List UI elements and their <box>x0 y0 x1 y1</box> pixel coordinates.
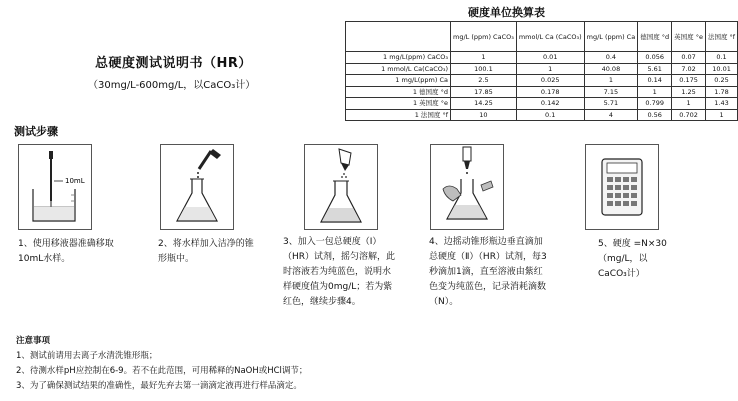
notes-section <box>16 334 307 394</box>
table-cell: 7.02 <box>672 63 706 75</box>
table-row-label: 1 mg/L(ppm) CaCO₃ <box>346 52 451 64</box>
table-cell: 1 <box>638 86 672 98</box>
step4-illustration <box>430 144 504 230</box>
table-cell: 4 <box>584 109 638 121</box>
table-row-label: 1 德国度 °d <box>346 86 451 98</box>
table-cell: 0.1 <box>705 52 737 64</box>
step5-illustration <box>585 144 659 230</box>
table-corner-cell <box>346 22 451 52</box>
table-cell: 0.178 <box>516 86 584 98</box>
table-cell: 40.08 <box>584 63 638 75</box>
step1-illustration <box>18 144 92 230</box>
table-cell: 0.07 <box>672 52 706 64</box>
table-row-label: 1 英国度 °e <box>346 98 451 110</box>
table-row <box>346 98 738 110</box>
note-item: 2、待测水样pH应控制在6-9。若不在此范围，可用稀释的NaOH或HCl调节； <box>16 366 308 376</box>
step4-text: 4、边摇动锥形瓶边垂直滴加总硬度（Ⅱ）（HR）试剂，每3秒滴加1滴，直至溶液由紫红色变为纯蓝色，记录消耗滴数（N）。 <box>429 237 547 307</box>
table-cell: 0.56 <box>638 109 672 121</box>
step2-illustration <box>160 144 234 230</box>
table-cell: 1.43 <box>705 98 737 110</box>
table-cell: 1 <box>672 98 706 110</box>
table-cell: 0.25 <box>705 75 737 87</box>
table-cell: 1.25 <box>672 86 706 98</box>
table-cell: 0.142 <box>516 98 584 110</box>
step3-illustration <box>304 144 378 230</box>
table-col-header: 英国度 °e <box>672 22 706 52</box>
step2-text: 2、将水样加入洁净的锥形瓶中。 <box>158 239 254 264</box>
table-cell: 0.1 <box>516 109 584 121</box>
table-col-header: mmol/L Ca (CaCO₃) <box>516 22 584 52</box>
table-col-header: 德国度 °d <box>638 22 672 52</box>
table-row <box>346 86 738 98</box>
table-cell: 10 <box>451 109 517 121</box>
conversion-table-title: 硬度单位换算表 <box>468 6 545 19</box>
steps-heading: 测试步骤 <box>14 125 58 138</box>
step1-text: 1、使用移液器准确移取10mL水样。 <box>18 239 114 264</box>
table-cell: 17.85 <box>451 86 517 98</box>
table-cell: 0.056 <box>638 52 672 64</box>
table-col-header: 法国度 °f <box>705 22 737 52</box>
table-cell: 0.175 <box>672 75 706 87</box>
table-col-header: mg/L (ppm) Ca <box>584 22 638 52</box>
table-cell: 0.4 <box>584 52 638 64</box>
table-cell: 5.71 <box>584 98 638 110</box>
table-cell: 1 <box>705 109 737 121</box>
table-row <box>346 52 738 64</box>
step5-text: 5、硬度 =N×30（mg/L，以CaCO₃计） <box>598 239 667 279</box>
table-cell: 1 <box>451 52 517 64</box>
table-cell: 14.25 <box>451 98 517 110</box>
table-row <box>346 63 738 75</box>
conversion-table <box>345 21 738 121</box>
pipette-volume-label: 10mL <box>65 177 85 185</box>
step3-text: 3、加入一包总硬度（Ⅰ）（HR）试剂，摇匀溶解，此时溶液若为纯蓝色，说明水样硬度值为0mg/L；若为紫红色，继续步骤4。 <box>283 237 396 307</box>
document-subtitle: （30mg/L-600mg/L，以CaCO₃计） <box>88 80 256 91</box>
table-row-label: 1 mmol/L Ca(CaCO₃) <box>346 63 451 75</box>
table-cell: 0.799 <box>638 98 672 110</box>
notes-heading: 注意事项 <box>16 336 51 346</box>
table-header-row <box>346 22 738 52</box>
table-cell: 0.01 <box>516 52 584 64</box>
table-cell: 10.01 <box>705 63 737 75</box>
table-row <box>346 75 738 87</box>
table-cell: 1 <box>584 75 638 87</box>
table-cell: 0.14 <box>638 75 672 87</box>
table-col-header: mg/L (ppm) CaCO₃ <box>451 22 517 52</box>
table-cell: 0.025 <box>516 75 584 87</box>
table-cell: 0.702 <box>672 109 706 121</box>
note-item: 1、测试前请用去离子水清洗锥形瓶； <box>16 351 158 361</box>
table-cell: 7.15 <box>584 86 638 98</box>
table-cell: 100.1 <box>451 63 517 75</box>
table-row-label: 1 mg/L(ppm) Ca <box>346 75 451 87</box>
table-row <box>346 109 738 121</box>
table-cell: 5.61 <box>638 63 672 75</box>
table-cell: 1 <box>516 63 584 75</box>
table-cell: 2.5 <box>451 75 517 87</box>
document-title: 总硬度测试说明书（HR） <box>95 56 252 71</box>
table-row-label: 1 法国度 °f <box>346 109 451 121</box>
note-item: 3、为了确保测试结果的准确性，最好先弃去第一滴滴定液再进行样品滴定。 <box>16 381 302 391</box>
table-cell: 1.78 <box>705 86 737 98</box>
